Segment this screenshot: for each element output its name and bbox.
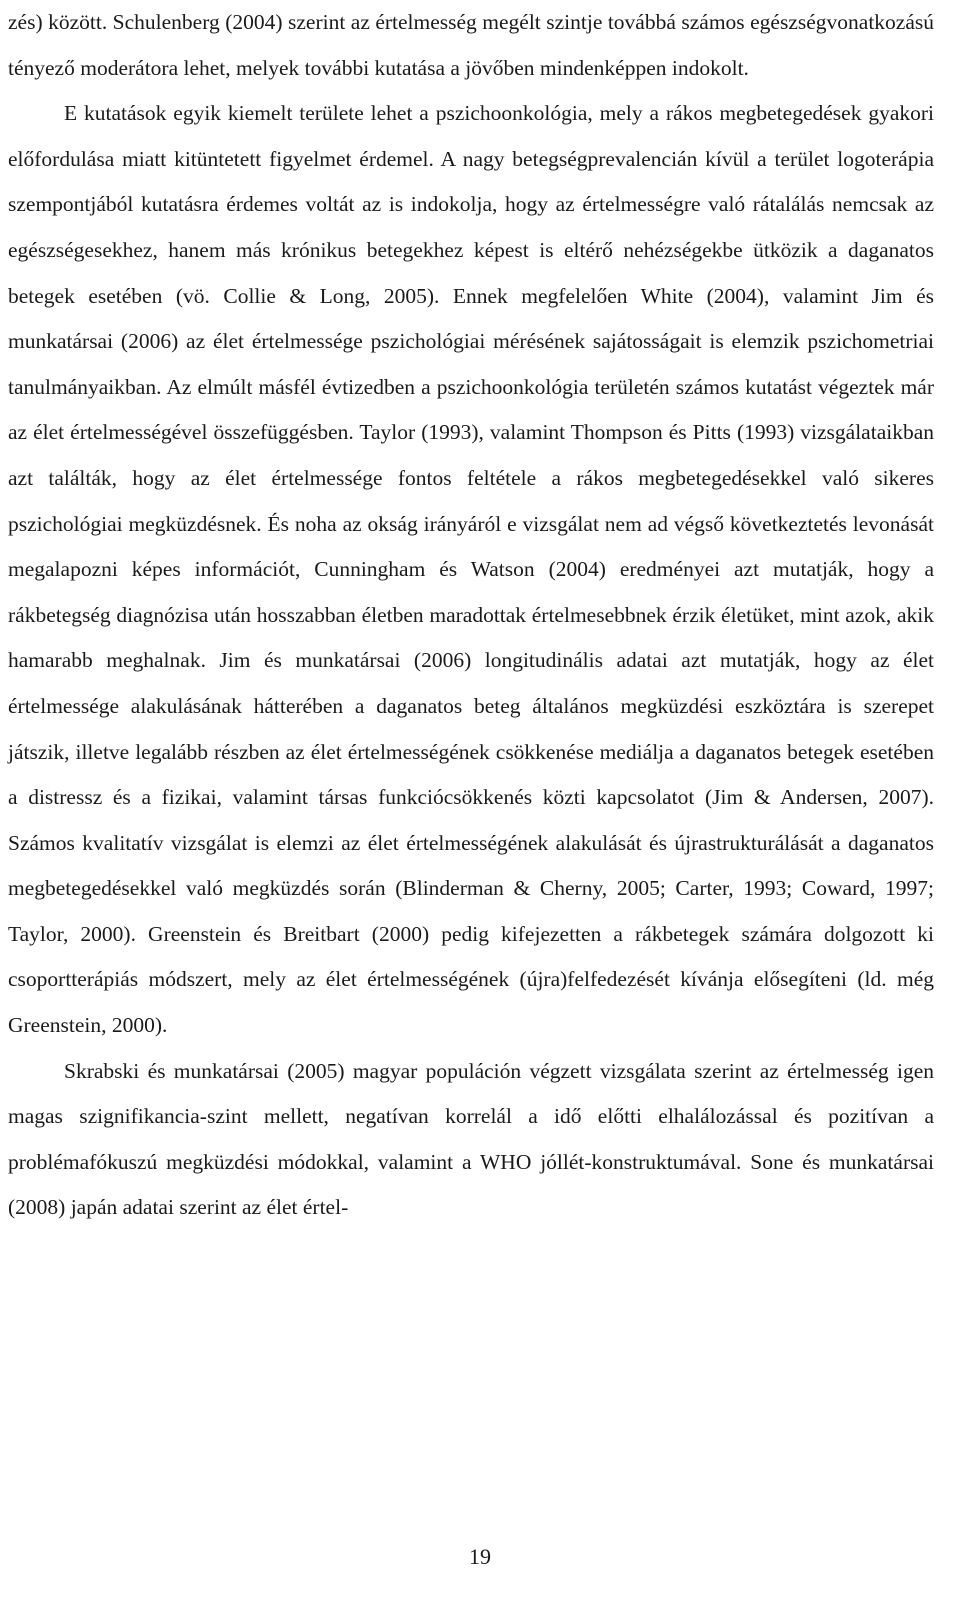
paragraph-continuation: zés) között. Schulenberg (2004) szerint az értelmesség megélt szintje továbbá számos egészségvonatkozású tényező moderátora lehet, melyek további kutatása a jövőben mindenképpen indokolt. (8, 10, 934, 80)
paragraph-skrabski: Skrabski és munkatársai (2005) magyar populáción végzett vizsgálata szerint az értelmesség igen magas szignifikancia-szint mellett, negatívan korrelál a idő előtti elhalálozással és pozitívan a problémafókuszú megküzdési módokkal, valamint a WHO jóllét-konstruktumával. Sone és munkatársai (2008) japán adatai szerint az élet értel- (8, 1058, 934, 1220)
body-text (8, 0, 934, 1231)
paragraph-psychooncology: E kutatások egyik kiemelt területe lehet a pszichoonkológia, mely a rákos megbetegedések gyakori előfordulása miatt kitüntetett figyelmet érdemel. A nagy betegségprevalencián kívül a terület logoterápia szempontjából kutatásra érdemes voltát az is indokolja, hogy az értelmességre való rátalálás nemcsak az egészségesekhez, hanem más krónikus betegekhez képest is eltérő nehézségekbe ütközik a daganatos betegek esetében (vö. Collie & Long, 2005). Ennek megfelelően White (2004), valamint Jim és munkatársai (2006) az élet értelmessége pszichológiai mérésének sajátosságait is elemzik pszichometriai tanulmányaikban. Az elmúlt másfél évtizedben a pszichoonkológia területén számos kutatást végeztek már az élet értelmességével összefüggésben. Taylor (1993), valamint Thompson és Pitts (1993) vizsgálataikban azt találták, hogy az élet értelmessége fontos feltétele a rákos megbetegedésekkel való sikeres pszichológiai megküzdésnek. És noha az okság irányáról e vizsgálat nem ad végső következtetés levonását megalapozni képes információt, Cunningham és Watson (2004) eredményei azt mutatják, hogy a rákbetegség diagnózisa után hosszabban életben maradottak értelmesebbnek érzik életüket, mint azok, akik hamarabb meghalnak. Jim és munkatársai (2006) longitudinális adatai azt mutatják, hogy az élet értelmessége alakulásának hátterében a daganatos beteg általános megküzdési eszköztára is szerepet játszik, illetve legalább részben az élet értelmességének csökkenése mediálja a daganatos betegek esetében a distressz és a fizikai, valamint társas funkciócsökkenés közti kapcsolatot (Jim & Andersen, 2007). Számos kvalitatív vizsgálat is elemzi az élet értelmességének alakulását és újrastrukturálását a daganatos megbetegedésekkel való megküzdés során (Blinderman & Cherny, 2005; Carter, 1993; Coward, 1997; Taylor, 2000). Greenstein és Breitbart (2000) pedig kifejezetten a rákbetegek számára dolgozott ki csoportterápiás módszert, mely az élet értelmességének (újra)felfedezését kívánja elősegíteni (ld. még Greenstein, 2000). (8, 101, 934, 1038)
page-number: 19 (469, 1544, 491, 1569)
